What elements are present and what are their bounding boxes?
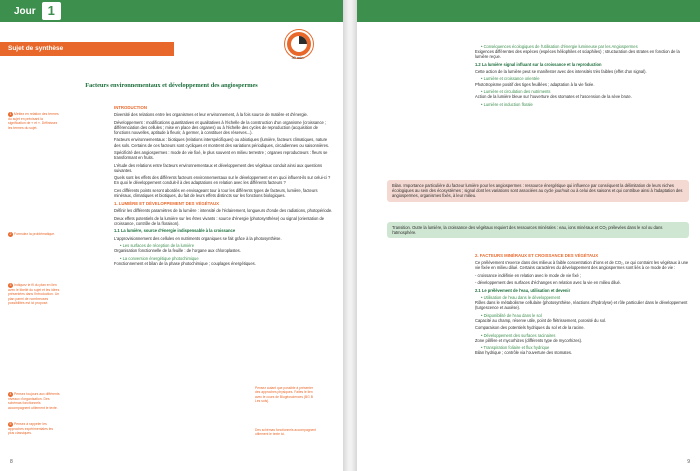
paragraph: Capacité au champ, réserve utile, point de flétrissement, porosité du sol.: [475, 317, 607, 323]
section-heading: 2. FACTEURS MINÉRAUX ET CROISSANCE DES VÉGÉTAUX: [475, 253, 599, 258]
list-item: • Conséquences écologiques de l'utilisation d'énergie lumineuse par les Angiospermes: [475, 44, 690, 49]
header-bar: [357, 0, 700, 22]
section-heading: 1. LUMIÈRE ET DÉVELOPPEMENT DES VÉGÉTAUX: [114, 201, 219, 207]
subsection-heading: 2.1 Le prélèvement de l'eau, utilisation et devenir: [475, 287, 571, 293]
paragraph: Comparaison des potentiels hydriques du sol et de la racine.: [475, 325, 585, 331]
paragraph: Organisation fonctionnelle de la feuille : de l'organe aux chloroplastes.: [114, 248, 241, 254]
bilan-box: Bilan. Importance particulière du facteur lumière pour les angiospermes : ressource énergétique qui influence par conséquent la délimitation de leurs niches écologiques au sein des écosystèmes ; signal dont les variations sont associées au cycle jour/nuit ou à celui des saisons et qui contribue ainsi à l'adaptation des angiospermes, organismes fixés, à leur milieu.: [387, 180, 689, 202]
day-word: Jour: [14, 5, 36, 17]
top-column: [475, 44, 690, 107]
page-number: 8: [10, 459, 13, 465]
list-item: • Disponibilité de l'eau dans le sol: [475, 313, 690, 318]
list-item: • Lumière et circulation des nutriments: [475, 89, 690, 94]
sidenote: 3 Indiquez le fil du plan en lien avec le libellé du sujet et les idées présentées dans l'introduction. Un plan parmi de nombreuses possibilités est ici proposé.: [8, 283, 60, 306]
paragraph: Exigences différentes des espèces (espèces héliophiles et sciaphiles) ; structuration des strates en fonction de la lumière reçue.: [475, 49, 680, 60]
list-item: • Les surfaces de réception de la lumière: [114, 243, 334, 248]
paragraph: Zone pilifère et mycorhizes (différents type de mycorhizes).: [475, 337, 583, 343]
page-number: 9: [687, 459, 690, 465]
paragraph: Bilan hydrique ; contrôle via l'ouverture des stomates.: [475, 350, 573, 356]
left-page: [0, 0, 343, 471]
subsection-heading: 1.2 La lumière signal influant sur la croissance et la reproduction: [475, 61, 602, 67]
paragraph: Phototropisme positif des tiges feuillées ; adaptation à la vie fixée.: [475, 81, 595, 87]
paragraph: Cette action de la lumière peut se manifester avec des intensités très faibles (effet d'un signal).: [475, 69, 647, 74]
intro-heading: INTRODUCTION: [114, 105, 147, 110]
paragraph: Diversité des relations entre les organismes et leur environnement, à la fois source de matière et d'énergie.: [114, 112, 308, 118]
paragraph: Deux effets potentiels de la lumière sur les êtres vivants : source d'énergie (photosynthèse) ou signal (orientation de croissance, contrôle de la floraison).: [114, 215, 325, 226]
paragraph: Action de la lumière bleue sur l'ouverture des stomates et l'ascension de la sève brute.: [475, 94, 632, 100]
paragraph: Définir les différents paramètres de la lumière : intensité de l'éclairement, longueurs d'onde des radiations, photopériode.: [114, 208, 333, 214]
day-number: 1: [42, 2, 61, 20]
paragraph: Ce prélèvement s'exerce dans des milieux à faible concentration d'ions et de CO₂, ce qui contraint les végétaux à une vie fixée en milieu dilué. Certains caractères du développement des angiospermes sont liés à ce mode de vie :: [475, 260, 689, 271]
list-item: • La conversion énergétique photochimique: [114, 256, 334, 261]
sidenote: 4 Pensez toujours aux différents niveaux d'organisation. Des schémas fonctionnels accompagnent utilement le texte.: [8, 392, 60, 410]
sidenote: 5 Pensez à rappeler les approches expérimentales les plus classiques.: [8, 422, 54, 436]
paragraph: Rôles dans le métabolisme cellulaire (photosynthèse, réactions d'hydrolyse) et rôle particulier dans le développement (turgescence et auxèse).: [475, 299, 688, 311]
section-banner: Sujet de synthèse: [0, 42, 174, 56]
margin-note: Pensez autant que possible à présenter des approches physiques. Faites le lien avec le cours de Biogéosciences (BG B Les sols).: [255, 386, 314, 403]
margin-note: Des schémas fonctionnels accompagnent utilement le texte ici.: [255, 428, 317, 437]
page-title: Facteurs environnementaux et développement des angiospermes: [85, 82, 258, 89]
main-column: [114, 102, 334, 268]
timer-icon: [285, 30, 313, 58]
sidenote: 1 Mettez en relation des termes du sujet en précisant la signification de « et ». Définissez les termes du sujet.: [8, 112, 59, 130]
paragraph: Quels sont les effets des différents facteurs environnementaux sur le développement et en quoi influent-ils sur celui-ci ? En quoi le développement conduit-il à des adaptations en relation avec les différents facteurs ?: [114, 175, 331, 186]
subsection-heading: 1.1 La lumière, source d'énergie indispensable à la croissance: [114, 228, 236, 234]
paragraph: Fonctionnement et bilan de la phase photochimique ; couplages énergétiques.: [114, 260, 256, 266]
transition-box: Transition. Outre la lumière, la croissance des végétaux requiert des ressources minérales : eau, ions minéraux et CO₂ prélevées dans le sol ou dans l'atmosphère.: [387, 222, 689, 238]
paragraph: Facteurs environnementaux : biotiques (relations interspécifiques) ou abiotiques (lumière, facteurs climatiques, nature des sols. Certains de ces facteurs sont cycliques et montrent des variations périodiques, circadiennes ou saisonnières.: [114, 137, 330, 148]
paragraph: Spécificité des angiospermes : mode de vie fixé, le plus souvent en milieu terrestre ; organes reproducteurs : fleurs se transformant en fruits.: [114, 149, 328, 161]
paragraph: L'étude des relations entre facteurs environnementaux et développement des végétaux conduit ainsi aux questions suivantes.: [114, 162, 323, 173]
list-item: • Transpiration foliaire et flux hydrique: [475, 345, 690, 350]
bottom-column: [475, 250, 690, 358]
paragraph: - croissance indéfinie en relation avec le mode de vie fixé ;: [475, 272, 582, 278]
day-label: [0, 0, 61, 22]
list-item: • Lumière et induction florale: [475, 102, 690, 107]
paragraph: Développement : modifications quantitatives et qualitatives à l'échelle de la construction d'un organisme (croissance ; différenciation des cellules ; mise en place des organes) ou à l'échelle des cycles de reproduction (acquisition de fonctions nouvelles, aptitude à fleurir, à germer, à constituer des réserves...).: [114, 119, 327, 135]
paragraph: Ces différents points seront abordés en envisageant tour à tour les différents types de facteurs, lumière, facteurs minéraux, climatiques et biotiques, du fait de leurs effets distincts sur les fonctions biologiques.: [114, 187, 318, 198]
paragraph: - développement des surfaces d'échanges en relation avec la vie en milieu dilué.: [475, 280, 621, 286]
timer-label: 30 min.: [291, 55, 305, 60]
list-item: • Lumière et croissance orientée: [475, 76, 690, 81]
sidenote: 2 Formulez la problématique.: [9, 232, 56, 236]
list-item: • Utilisation de l'eau dans le développement: [475, 295, 690, 300]
right-page: [357, 0, 700, 471]
book-gutter: [343, 0, 357, 471]
paragraph: L'approvisionnement des cellules en nutriments organiques se fait grâce à la photosynthèse.: [114, 235, 282, 241]
list-item: • Développement des surfaces racinaires: [475, 333, 690, 338]
